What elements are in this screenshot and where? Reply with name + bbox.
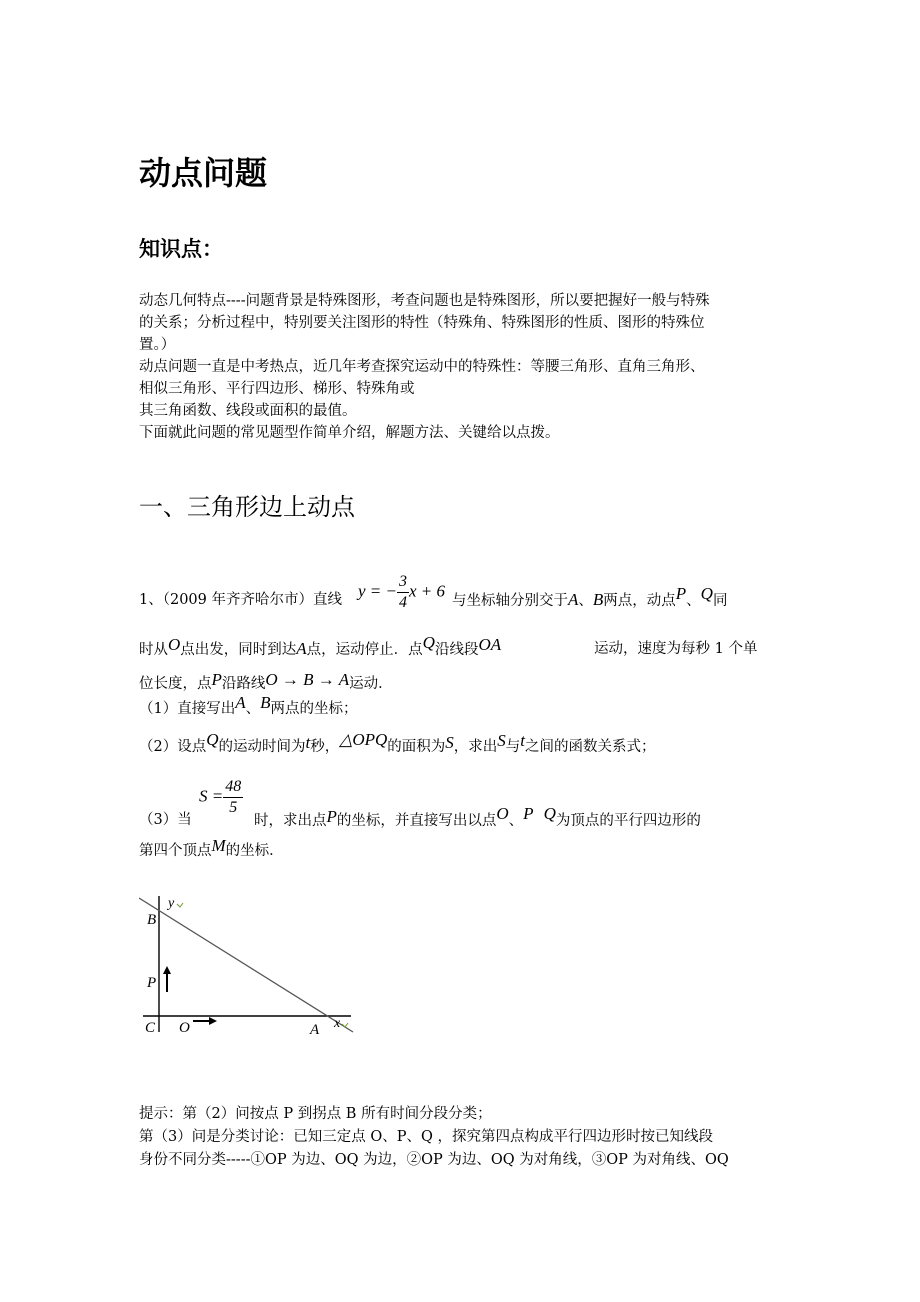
text-segment: 两点，动点: [603, 593, 676, 609]
text-segment: （1）直接写出: [139, 701, 236, 717]
return-mark-icon: [177, 903, 183, 907]
arrow-right-icon: [209, 1017, 217, 1025]
question-1: [139, 693, 358, 720]
hint-line: 提示：第（2）问按点 P 到拐点 B 所有时间分段分类；: [139, 1106, 492, 1122]
text-segment: ，求出: [453, 739, 498, 755]
arrow-up-icon: [163, 966, 171, 974]
point-P: P: [675, 584, 687, 603]
point-Q: Q: [700, 584, 713, 603]
equation-fraction: [397, 572, 409, 613]
text-segment: 同: [712, 593, 728, 609]
question-2: [139, 730, 656, 758]
hint-line: 第（3）问是分类讨论：已知三定点 O、P、Q ，探究第四点构成平行四边形时按已知线段: [139, 1129, 713, 1145]
question-3-line-2: [139, 836, 284, 862]
segment-OA: OA: [478, 635, 502, 654]
variable-t: t: [520, 731, 525, 750]
knowledge-line: 下面就此问题的常见题型作简单介绍，解题方法、关键给以点拨。: [139, 425, 560, 441]
text-segment: 位长度，点: [139, 676, 212, 692]
knowledge-line: 动态几何特点----问题背景是特殊图形，考查问题也是特殊图形，所以要把握好一般与特殊: [139, 293, 710, 309]
variable-S: S: [445, 733, 454, 752]
label-A: A: [310, 1022, 320, 1038]
fraction-numerator: 3: [397, 572, 409, 593]
separator: 、: [686, 593, 701, 609]
label-B: B: [147, 912, 157, 928]
knowledge-heading: 知识点：: [139, 237, 223, 261]
text-segment: 点，运动停止．点: [306, 642, 423, 658]
knowledge-line: 其三角函数、线段或面积的最值。: [139, 403, 357, 419]
fraction-numerator: 48: [223, 777, 243, 798]
variable-t: t: [305, 733, 311, 752]
point-A: A: [296, 639, 307, 658]
hint-paragraph: [139, 1103, 729, 1172]
point-A: A: [235, 693, 246, 712]
label-P: P: [147, 975, 157, 991]
problem-line-2b: 运动，速度为每秒 1 个单: [594, 641, 758, 657]
line-AB: [139, 898, 353, 1032]
point-B: B: [260, 693, 271, 712]
equation-y: y = −: [358, 581, 397, 601]
separator: 、: [508, 813, 524, 829]
text-segment: 时，求出点: [254, 813, 327, 829]
knowledge-line: 的关系；分析过程中，特别要关注图形的特性（特殊角、特殊图形的性质、图形的特殊位: [139, 315, 705, 331]
line-equation: [358, 572, 445, 613]
point-O: O: [496, 804, 509, 823]
point-P: P: [523, 804, 534, 823]
text-segment: 的坐标．: [225, 843, 284, 859]
coordinate-figure: [139, 892, 359, 1042]
question-3-prefix: （3）当: [139, 812, 192, 828]
fraction-denominator: 4: [399, 594, 407, 611]
point-Q: Q: [206, 730, 219, 749]
text-segment: 沿线段: [434, 642, 479, 658]
text-segment: 的运动时间为: [218, 739, 306, 755]
separator: 、: [578, 593, 593, 609]
text-segment: 运动．: [349, 676, 393, 692]
triangle-OPQ: △OPQ: [339, 730, 388, 749]
text-segment: 点出发，同时到达: [180, 642, 297, 658]
text-segment: 时从: [139, 642, 168, 658]
knowledge-line: 相似三角形、平行四边形、梯形、特殊角或: [139, 381, 415, 397]
fraction-denominator: 5: [229, 799, 238, 816]
point-B: B: [592, 590, 604, 609]
separator: 、: [245, 701, 261, 717]
equation-rest: x + 6: [409, 581, 446, 601]
label-x: x: [334, 1016, 341, 1031]
problem-line-3: [139, 672, 393, 695]
text-segment: 的面积为: [387, 739, 446, 755]
point-Q: Q: [422, 633, 435, 652]
point-M: M: [211, 836, 226, 855]
equation-left: S =: [199, 786, 224, 806]
section-heading: 一、三角形边上动点: [139, 493, 355, 521]
knowledge-line: 置。）: [139, 337, 176, 353]
text-segment: 与坐标轴分别交于: [452, 593, 568, 609]
knowledge-paragraph: [139, 290, 710, 444]
label-y: y: [168, 896, 175, 911]
label-O: O: [179, 1020, 190, 1036]
text-segment: 之间的函数关系式；: [525, 739, 656, 755]
point-O: O: [168, 635, 181, 654]
page-title: 动点问题: [139, 154, 268, 192]
point-P: P: [211, 670, 222, 689]
text-segment: 两点的坐标；: [270, 701, 358, 717]
text-segment: 沿路线: [221, 676, 266, 692]
question-3: [254, 804, 701, 832]
label-C: C: [145, 1020, 156, 1036]
path-O-B-A: O → B → A: [265, 670, 350, 689]
text-segment: 与: [505, 739, 521, 755]
s-fraction: [223, 777, 243, 818]
knowledge-line: 动点问题一直是中考热点，近几年考查探究运动中的特殊性：等腰三角形、直角三角形、: [139, 359, 705, 375]
text-segment: 的坐标，并直接写出以点: [336, 813, 497, 829]
variable-S: S: [497, 731, 506, 750]
point-A: A: [568, 590, 579, 609]
text-segment: 第四个顶点: [139, 843, 212, 859]
problem-intro: 1、（2009 年齐齐哈尔市）直线: [139, 592, 342, 608]
problem-line-1b: [452, 584, 728, 612]
s-equation: [199, 777, 243, 818]
problem-line-2: [139, 633, 502, 661]
hint-line: 身份不同分类-----①OP 为边、OQ 为边，②OP 为边、OQ 为对角线，③OP 为对角线、OQ: [139, 1152, 729, 1168]
problem-line-1: [139, 589, 342, 611]
text-segment: 为顶点的平行四边形的: [555, 813, 701, 829]
point-P: P: [326, 807, 337, 826]
text-segment: 秒，: [310, 739, 340, 755]
text-segment: （2）设点: [139, 739, 207, 755]
point-Q: Q: [543, 804, 556, 823]
